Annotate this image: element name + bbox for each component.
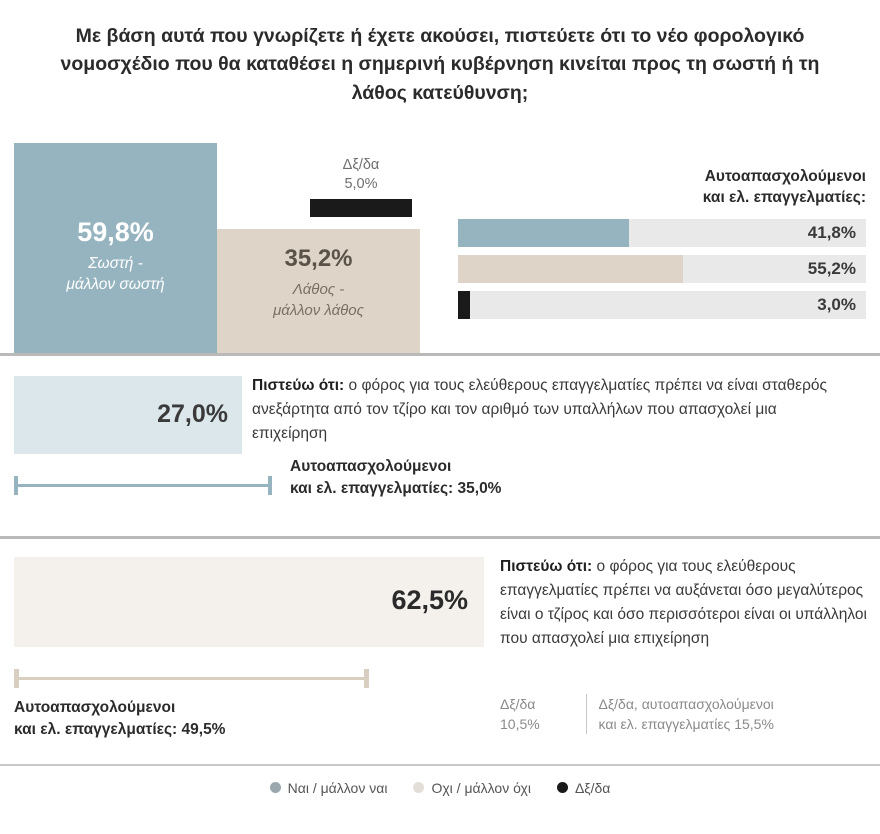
flat-tax-selfemployed-note <box>290 456 501 501</box>
selfemployed-value-dontknow: 3,0% <box>817 294 856 314</box>
dontknow-columns <box>500 694 870 735</box>
bar-wrong-direction <box>217 229 420 353</box>
bar-correct-value: 59,8% <box>77 216 154 247</box>
bar-wrong-value: 35,2% <box>284 244 353 272</box>
legend-dot-dontknow-icon <box>557 782 568 793</box>
marker2-line <box>18 677 365 680</box>
legend-item-yes <box>270 780 388 796</box>
marker-cap-right <box>268 476 272 495</box>
selfemployed-value-correct: 41,8% <box>807 222 856 242</box>
bar-flat-tax-value: 27,0% <box>157 399 228 428</box>
progressive-tax-statement-lead: Πιστεύω ότι: <box>500 557 593 575</box>
legend-dot-no-icon <box>413 782 424 793</box>
marker-line <box>18 484 268 487</box>
section-flat-tax <box>0 368 880 536</box>
selfemployed-value-wrong: 55,2% <box>807 258 856 278</box>
section-direction-chart <box>0 123 880 353</box>
legend-label-yes: Ναι / μάλλον ναι <box>287 779 388 796</box>
progressive-tax-selfemployed-note <box>14 697 225 742</box>
chart-legend <box>0 766 880 810</box>
page-title: Με βάση αυτά που γνωρίζετε ή έχετε ακούσει, πιστεύετε ότι το νέο φορολογικό νομοσχέδιο που θα καταθέσει η σημερινή κυβέρνηση κινείται προς τη σωστή ή τη λάθος κατεύθυνση; <box>60 25 820 104</box>
selfemployed-row-dontknow <box>458 291 866 319</box>
legend-label-no: Οχι / μάλλον όχι <box>431 779 531 796</box>
bar-wrong-label <box>217 279 420 321</box>
dk-bar-label-text: Δξ/δα <box>342 156 380 173</box>
selfemployed-bar-dontknow <box>458 291 470 319</box>
dk-bar-label <box>310 156 412 195</box>
progressive-tax-note-line1: Αυτοαπασχολούμενοι <box>14 698 176 716</box>
divider-1 <box>0 353 880 356</box>
bar-progressive-tax <box>14 557 484 647</box>
flat-tax-selfemployed-marker <box>14 474 272 496</box>
selfemployed-bar-correct <box>458 219 629 247</box>
dontknow-selfemployed <box>586 694 870 735</box>
selfemployed-row-correct <box>458 219 866 247</box>
dontknow-selfemployed-label: Δξ/δα, αυτοαπασχολούμενοι <box>598 695 774 712</box>
bar-correct-direction <box>14 143 217 353</box>
progressive-tax-note-line2: και ελ. επαγγελματίες: 49,5% <box>14 721 226 739</box>
flat-tax-note-line2: και ελ. επαγγελματίες: 35,0% <box>290 480 502 498</box>
bar-correct-label <box>14 253 217 296</box>
bar-flat-tax <box>14 376 242 454</box>
bar-wrong-label-line1: Λάθος - <box>292 280 345 298</box>
flat-tax-statement <box>252 374 852 446</box>
legend-item-no <box>413 780 531 796</box>
progressive-tax-selfemployed-marker <box>14 667 369 689</box>
flat-tax-statement-lead: Πιστεύω ότι: <box>252 376 345 394</box>
dontknow-total-label: Δξ/δα <box>500 695 536 712</box>
selfemployed-heading-line1: Αυτοαπασχολούμενοι <box>704 167 866 185</box>
bar-wrong-label-line2: μάλλον λάθος <box>273 301 364 319</box>
dontknow-total-value: 10,5% <box>500 716 540 733</box>
legend-item-dontknow <box>557 780 610 796</box>
selfemployed-breakdown <box>458 167 866 327</box>
selfemployed-heading <box>458 167 866 209</box>
dk-bar-label-value: 5,0% <box>344 176 378 193</box>
bar-progressive-tax-value: 62,5% <box>391 584 468 615</box>
progressive-tax-statement <box>500 555 870 651</box>
flat-tax-note-line1: Αυτοαπασχολούμενοι <box>290 457 452 475</box>
bar-correct-label-line2: μάλλον σωστή <box>66 276 165 294</box>
marker2-cap-right <box>364 669 369 688</box>
bar-correct-label-line1: Σωστή - <box>88 254 143 272</box>
legend-label-dontknow: Δξ/δα <box>574 779 611 796</box>
legend-dot-yes-icon <box>270 782 281 793</box>
dontknow-total <box>500 694 586 735</box>
bar-dontknow <box>310 199 412 217</box>
selfemployed-row-wrong <box>458 255 866 283</box>
selfemployed-bar-wrong <box>458 255 683 283</box>
dontknow-selfemployed-value: και ελ. επαγγελματίες 15,5% <box>598 716 774 733</box>
section-progressive-tax <box>0 549 880 764</box>
flat-tax-statement-body: ο φόρος για τους ελεύθερους επαγγελματίες πρέπει να είναι σταθερός ανεξάρτητα από τον τζίρο και τον αριθμό των υπαλλήλων που απασχολεί μια επιχείρηση <box>252 376 827 442</box>
selfemployed-heading-line2: και ελ. επαγγελματίες: <box>702 188 866 206</box>
divider-2 <box>0 536 880 539</box>
progressive-tax-statement-body: ο φόρος για τους ελεύθερους επαγγελματίες πρέπει να αυξάνεται όσο μεγαλύτερος είναι ο τζίρος και όσο περισσότεροι είναι οι υπάλληλοι που απασχολεί μια επιχείρηση <box>500 557 867 647</box>
